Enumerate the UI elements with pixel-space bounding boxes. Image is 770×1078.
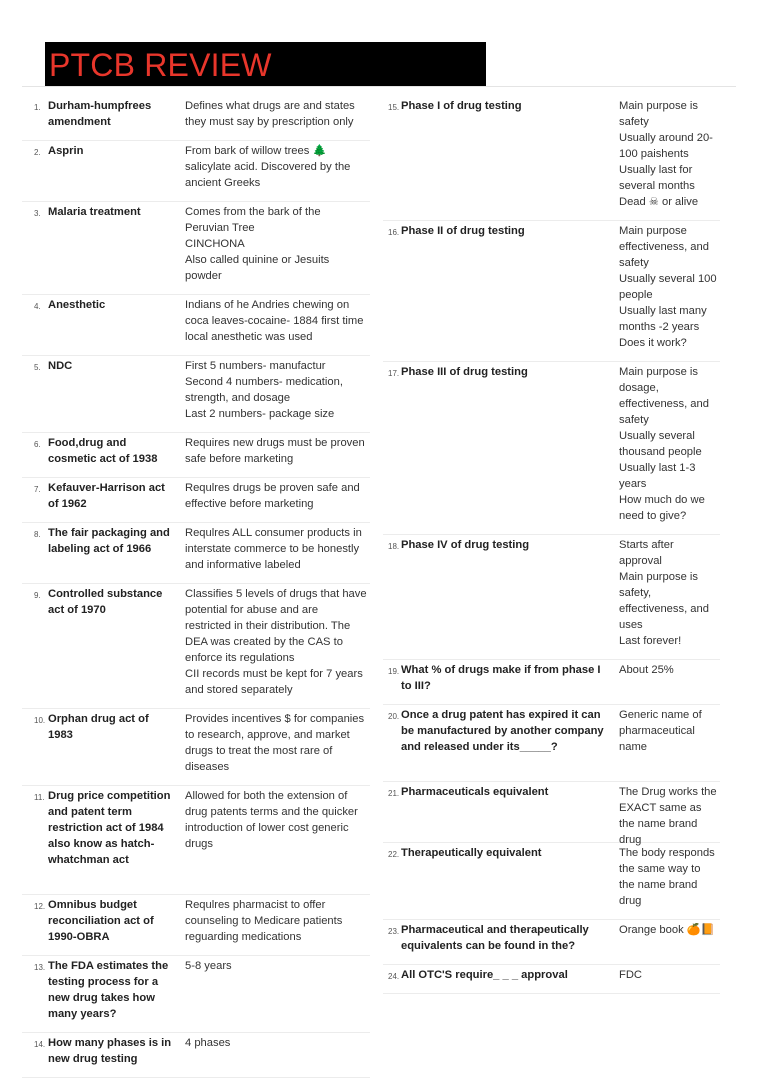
card-term: Asprin: [48, 145, 84, 157]
card-number: 15.: [388, 103, 400, 112]
card-number: 2.: [34, 148, 41, 157]
card-term: Kefauver-Harrison act of 1962: [48, 482, 168, 510]
card-definition: Starts after approval Main purpose is safety, effectiveness, and uses Last forever!: [619, 539, 709, 647]
card-definition: About 25%: [619, 664, 674, 676]
card-number: 18.: [388, 542, 400, 551]
card-definition: FDC: [619, 969, 642, 981]
card-number: 24.: [388, 972, 400, 981]
card-term: The fair packaging and labeling act of 1966: [48, 527, 173, 555]
card-number: 22.: [388, 850, 400, 859]
flashcard: [22, 295, 370, 356]
card-term: Durham-humpfrees amendment: [48, 100, 155, 128]
flashcard: [383, 920, 720, 965]
card-definition: Main purpose effectiveness, and safety Usually several 100 people Usually last many months -2 years Does it work?: [619, 225, 717, 349]
card-number: 21.: [388, 789, 400, 798]
card-number: 13.: [34, 963, 46, 972]
card-definition: From bark of willow trees 🌲 salicylate acid. Discovered by the ancient Greeks: [185, 145, 354, 189]
card-term: Anesthetic: [48, 299, 106, 311]
card-number: 1.: [34, 103, 41, 112]
card-number: 6.: [34, 440, 41, 449]
card-definition: First 5 numbers- manufactur Second 4 numbers- medication, strength, and dosage Last 2 numbers- package size: [185, 360, 343, 420]
card-term: What % of drugs make if from phase I to III?: [401, 664, 604, 692]
card-number: 20.: [388, 712, 400, 721]
flashcard: [383, 843, 720, 920]
card-number: 11.: [34, 793, 45, 802]
card-term: Phase IV of drug testing: [401, 539, 530, 551]
card-definition: Requlres pharmacist to offer counseling to Medicare patients reguarding medications: [185, 899, 346, 943]
flashcard: [22, 709, 370, 786]
card-definition: Provides incentives $ for companies to research, approve, and market drugs to treat the most rare of diseases: [185, 713, 368, 773]
card-term: Therapeutically equivalent: [401, 847, 542, 859]
flashcard: [22, 523, 370, 584]
card-number: 9.: [34, 591, 41, 600]
card-number: 12.: [34, 902, 46, 911]
card-term: Food,drug and cosmetic act of 1938: [48, 437, 158, 465]
card-term: Phase I of drug testing: [401, 100, 522, 112]
card-number: 17.: [388, 369, 400, 378]
flashcard: [22, 433, 370, 478]
card-number: 7.: [34, 485, 41, 494]
card-definition: The body responds the same way to the name brand drug: [619, 847, 718, 907]
card-number: 3.: [34, 209, 41, 218]
card-definition: Allowed for both the extension of drug patents terms and the quicker introduction of lower cost generic drugs: [185, 790, 361, 850]
flashcard: [22, 96, 370, 141]
card-number: 23.: [388, 927, 400, 936]
flashcard: [383, 535, 720, 660]
card-term: NDC: [48, 360, 73, 372]
page-title: PTCB REVIEW: [49, 47, 272, 83]
left-card-column: [22, 96, 370, 1078]
right-card-column: [383, 96, 720, 994]
card-number: 8.: [34, 530, 41, 539]
header-divider: [22, 86, 736, 87]
card-term: Malaria treatment: [48, 206, 141, 218]
card-definition: 5-8 years: [185, 960, 232, 972]
card-number: 10.: [34, 716, 46, 725]
flashcard: [22, 786, 370, 895]
card-definition: Indians of he Andries chewing on coca leaves-cocaine- 1884 first time local anesthetic was used: [185, 299, 367, 343]
flashcard: [22, 141, 370, 202]
card-definition: Classifies 5 levels of drugs that have potential for abuse and are restricted in their distribution. The DEA was created by the CAS to enforce its regulations CII records must be kept for 7 years and stored separately: [185, 588, 367, 696]
card-term: Pharmaceutical and therapeutically equivalents can be found in the?: [401, 924, 592, 952]
flashcard: [383, 965, 720, 994]
flashcard: [22, 895, 370, 956]
card-term: Controlled substance act of 1970: [48, 588, 166, 616]
card-definition: Comes from the bark of the Peruvian Tree CINCHONA Also called quinine or Jesuits powder: [185, 206, 330, 282]
flashcard: [22, 478, 370, 523]
flashcard: [383, 362, 720, 535]
card-term: Once a drug patent has expired it can be manufactured by another company and released under its_____?: [401, 709, 607, 753]
card-term: Omnibus budget reconciliation act of 1990-OBRA: [48, 899, 157, 943]
flashcard: [383, 705, 720, 782]
flashcard: [22, 1033, 370, 1078]
card-definition: Requlres ALL consumer products in interstate commerce to be honestly and informative labeled: [185, 527, 365, 571]
card-number: 19.: [388, 667, 400, 676]
card-term: How many phases is in new drug testing: [48, 1037, 175, 1065]
card-definition: Requlres drugs be proven safe and effective before marketing: [185, 482, 363, 510]
card-term: Phase II of drug testing: [401, 225, 525, 237]
card-definition: The Drug works the EXACT same as the name brand drug: [619, 786, 720, 846]
card-definition: Defines what drugs are and states they must say by prescription only: [185, 100, 358, 128]
card-number: 14.: [34, 1040, 46, 1049]
card-definition: Main purpose is safety Usually around 20-100 paishents Usually last for several months Dead ☠ or alive: [619, 100, 713, 208]
card-number: 4.: [34, 302, 41, 311]
card-number: 5.: [34, 363, 41, 372]
title-banner: [45, 42, 486, 86]
flashcard: [383, 782, 720, 846]
card-term: All OTC'S require_ _ _ approval: [401, 969, 568, 981]
card-term: Pharmaceuticals equivalent: [401, 786, 549, 798]
flashcard: [383, 660, 720, 705]
card-definition: 4 phases: [185, 1037, 231, 1049]
flashcard: [383, 221, 720, 362]
card-definition: Requires new drugs must be proven safe before marketing: [185, 437, 368, 465]
flashcard: [22, 584, 370, 709]
flashcard: [22, 956, 370, 1033]
card-term: Orphan drug act of 1983: [48, 713, 152, 741]
card-definition: Main purpose is dosage, effectiveness, and safety Usually several thousand people Usually last 1-3 years How much do we need to give?: [619, 366, 709, 522]
card-term: Drug price competition and patent term restriction act of 1984 also know as hatch-whatchman act: [48, 790, 174, 866]
card-term: Phase III of drug testing: [401, 366, 528, 378]
card-definition: Orange book 🍊📙: [619, 924, 715, 936]
card-number: 16.: [388, 228, 400, 237]
flashcard: [22, 356, 370, 433]
card-definition: Generic name of pharmaceutical name: [619, 709, 705, 753]
flashcard: [22, 202, 370, 295]
card-term: The FDA estimates the testing process for a new drug takes how many years?: [48, 960, 172, 1020]
flashcard: [383, 96, 720, 221]
